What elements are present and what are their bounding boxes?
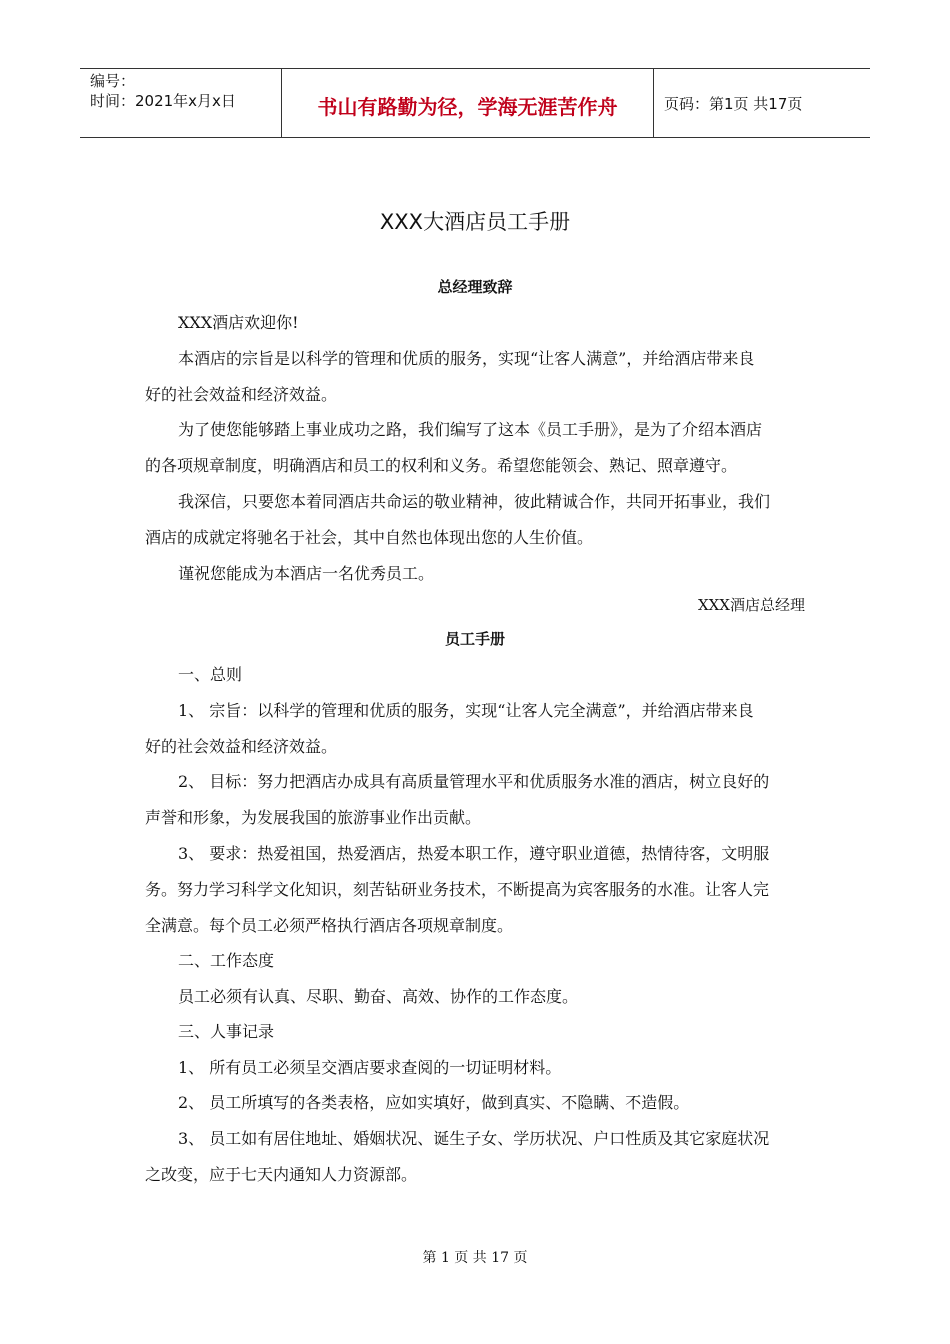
section-title-gm-address: 总经理致辞 xyxy=(437,278,513,296)
paragraph-line: 2、 目标：努力把酒店办成具有高质量管理水平和优质服务水准的酒店，树立良好的 xyxy=(178,772,770,791)
page-footer: 第 1 页 共 17 页 xyxy=(422,1250,528,1266)
paragraph-line: 3、 员工如有居住地址、婚姻状况、诞生子女、学历状况、户口性质及其它家庭状况 xyxy=(178,1129,770,1148)
heading-personnel-records: 三、人事记录 xyxy=(178,1022,275,1041)
document-header-table xyxy=(80,68,870,138)
gm-signature: XXX酒店总经理 xyxy=(697,596,805,614)
paragraph-line: 好的社会效益和经济效益。 xyxy=(145,385,338,404)
paragraph-line: 的各项规章制度，明确酒店和员工的权利和义务。希望您能领会、熟记、照章遵守。 xyxy=(145,456,738,475)
paragraph-line: XXX酒店欢迎你! xyxy=(178,313,299,332)
document-title: XXX大酒店员工手册 xyxy=(379,210,571,234)
paragraph-line: 务。努力学习科学文化知识，刻苦钻研业务技术，不断提高为宾客服务的水准。让客人完 xyxy=(145,880,770,899)
paragraph-line: 声誉和形象，为发展我国的旅游事业作出贡献。 xyxy=(145,808,482,827)
header-page-info: 页码：第1页 共17页 xyxy=(664,94,803,113)
paragraph-line: 2、 员工所填写的各类表格，应如实填好，做到真实、不隐瞒、不造假。 xyxy=(178,1093,690,1112)
paragraph-line: 之改变，应于七天内通知人力资源部。 xyxy=(145,1165,418,1184)
paragraph-line: 谨祝您能成为本酒店一名优秀员工。 xyxy=(178,564,435,583)
section-title-handbook: 员工手册 xyxy=(444,630,505,648)
paragraph-line: 3、 要求：热爱祖国，热爱酒店，热爱本职工作，遵守职业道德，热情待客，文明服 xyxy=(178,844,770,863)
number-label: 编号： xyxy=(90,72,136,90)
paragraph-line: 我深信，只要您本着同酒店共命运的敬业精神，彼此精诚合作，共同开拓事业，我们 xyxy=(178,492,771,511)
paragraph-line: 1、 宗旨：以科学的管理和优质的服务，实现“让客人完全满意”，并给酒店带来良 xyxy=(178,701,754,720)
header-motto: 书山有路勤为径，学海无涯苦作舟 xyxy=(282,69,654,137)
paragraph-line: 好的社会效益和经济效益。 xyxy=(145,737,338,756)
paragraph-line: 员工必须有认真、尽职、勤奋、高效、协作的工作态度。 xyxy=(178,987,579,1006)
paragraph-line: 本酒店的宗旨是以科学的管理和优质的服务，实现“让客人满意”，并给酒店带来良 xyxy=(178,349,755,368)
heading-general-rules: 一、总则 xyxy=(178,665,243,684)
paragraph-line: 为了使您能够踏上事业成功之路，我们编写了这本《员工手册》，是为了介绍本酒店 xyxy=(178,420,763,439)
header-meta-cell xyxy=(80,69,282,137)
paragraph-line: 1、 所有员工必须呈交酒店要求查阅的一切证明材料。 xyxy=(178,1058,562,1077)
heading-work-attitude: 二、工作态度 xyxy=(178,951,275,970)
paragraph-line: 全满意。每个员工必须严格执行酒店各项规章制度。 xyxy=(145,916,514,935)
time-label: 时间：2021年x月x日 xyxy=(90,92,236,110)
paragraph-line: 酒店的成就定将驰名于社会，其中自然也体现出您的人生价值。 xyxy=(145,528,594,547)
